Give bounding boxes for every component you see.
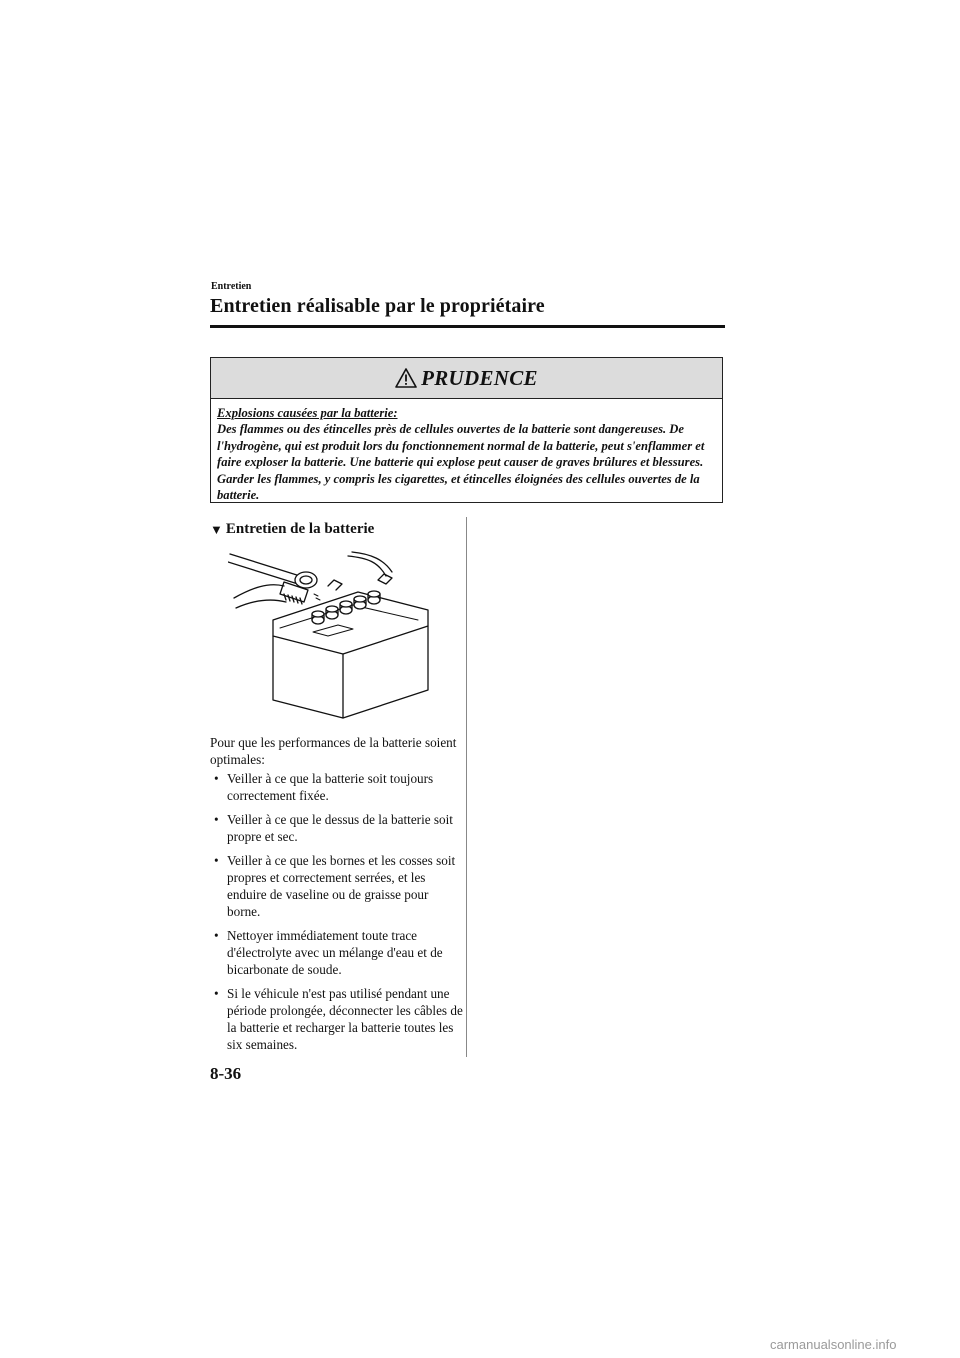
watermark: carmanualsonline.info [770,1337,897,1352]
heading-text: Entretien de la batterie [225,521,375,537]
list-item: • Veiller à ce que les bornes et les cosses soit propres et correctement serrées, et les enduire de vaseline ou de graisse pour borne. [214,853,456,919]
warning-triangle-icon [395,368,417,388]
bullet-icon: • [214,928,219,943]
caution-subtitle: Explosions causées par la batterie: [217,406,398,420]
bullet-icon: • [214,853,219,868]
caution-box [210,357,723,503]
list-item: • Nettoyer immédiatement toute trace d'électrolyte avec un mélange d'eau et de bicarbonate de soude. [214,928,443,977]
column-divider [466,517,467,1057]
heading-marker: ▼ [210,521,223,537]
bullet-icon: • [214,986,219,1001]
list-item: • Si le véhicule n'est pas utilisé pendant une période prolongée, déconnecter les câbles de la batterie et recharger la batterie toutes les six semaines. [214,986,463,1052]
title-rule [210,325,725,328]
page-number: 8-36 [210,1064,242,1083]
caution-header [211,358,722,399]
bullet-icon: • [214,812,219,827]
bullet-icon: • [214,771,219,786]
maintenance-list [210,770,465,1060]
list-item: • Veiller à ce que le dessus de la batterie soit propre et sec. [214,812,453,844]
battery-cleaning-illustration [228,550,458,725]
list-item: • Veiller à ce que la batterie soit toujours correctement fixée. [214,771,434,803]
section-heading [210,521,374,538]
intro-text: Pour que les performances de la batterie soient optimales: [210,735,457,767]
caution-body [211,399,722,503]
section-label: Entretien [211,281,252,292]
caution-word: PRUDENCE [421,365,538,390]
caution-text: Des flammes ou des étincelles près de cellules ouvertes de la batterie sont dangereuses. De l'hydrogène, qui est produit lors du fonctionnement normal de la batterie, peut s'enflammer et faire exploser la batterie. Une batterie qui explose peut causer de graves brûlures et blessures. Garder les flammes, y compris les cigarettes, et étincelles éloignées des cellules ouvertes de la batterie. [217,422,705,503]
page-title: Entretien réalisable par le propriétaire [210,295,545,317]
